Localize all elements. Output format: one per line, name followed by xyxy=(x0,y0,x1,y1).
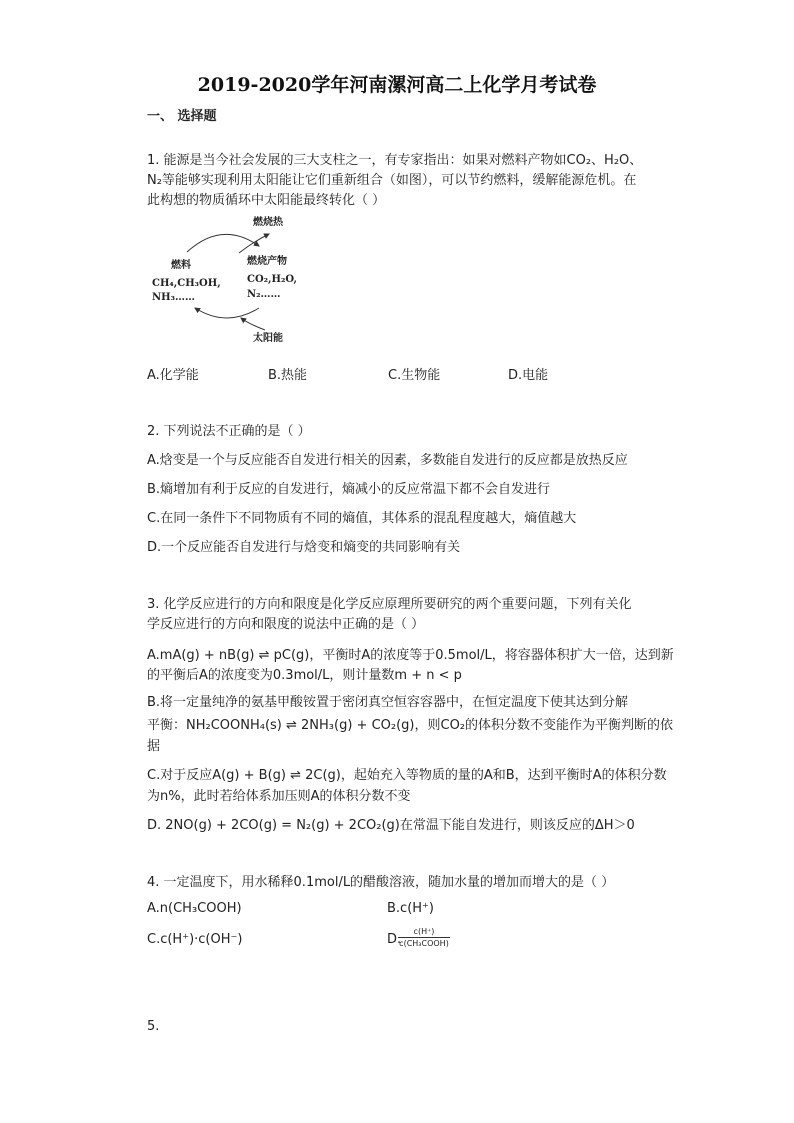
q1-line-2: N₂等能够实现利用太阳能让它们重新组合（如图），可以节约燃料，缓解能源危机。在 xyxy=(147,173,637,188)
q4-option-d-prefix[interactable]: D. xyxy=(387,932,402,947)
question-5-number: 5. xyxy=(147,1019,160,1034)
fuel-label: 燃料 xyxy=(171,260,191,271)
product-formula-2: N₂…… xyxy=(247,289,281,300)
q2-option-a[interactable]: A.焓变是一个与反应能否自发进行相关的因素，多数能自发进行的反应都是放热反应 xyxy=(147,453,628,468)
section-heading: 一、 选择题 xyxy=(147,109,217,124)
fuel-formula-1: CH₄,CH₃OH, xyxy=(152,278,221,289)
q2-option-d[interactable]: D.一个反应能否自发进行与焓变和熵变的共同影响有关 xyxy=(147,540,461,555)
q3-option-b-line-3[interactable]: 据 xyxy=(147,739,161,754)
q3-line-2: 学反应进行的方向和限度的说法中正确的是（ ） xyxy=(147,617,425,632)
q4-stem: 4. 一定温度下，用水稀释0.1mol/L的醋酸溶液，随加水量的增加而增大的是（ ） xyxy=(147,875,615,890)
fraction-numerator: c(H⁺) xyxy=(398,927,450,938)
q1-option-d[interactable]: D.电能 xyxy=(508,368,549,383)
q3-line-1: 3. 化学反应进行的方向和限度是化学反应原理所要研究的两个重要问题，下列有关化 xyxy=(147,597,632,612)
q2-option-c[interactable]: C.在同一条件下不同物质有不同的熵值，其体系的混乱程度越大，熵值越大 xyxy=(147,511,577,526)
q1-option-c[interactable]: C.生物能 xyxy=(388,368,441,383)
forward-arrow xyxy=(187,234,259,252)
q3-option-d[interactable]: D. 2NO(g) + 2CO(g) = N₂(g) + 2CO₂(g)在常温下能自发进行，则该反应的ΔH＞0 xyxy=(147,818,635,833)
q1-line-1: 1. 能源是当今社会发展的三大支柱之一，有专家指出：如果对燃料产物如CO₂、H₂O、 xyxy=(147,153,643,168)
q3-option-a-line-1[interactable]: A.mA(g) + nB(g) ⇌ pC(g)，平衡时A的浓度等于0.5mol/L，将容器体积扩大一倍，达到新 xyxy=(147,648,674,663)
q2-option-b[interactable]: B.熵增加有利于反应的自发进行，熵减小的反应常温下都不会自发进行 xyxy=(147,482,551,497)
solar-arrow xyxy=(241,318,265,330)
fuel-formula-2: NH₃…… xyxy=(152,292,195,303)
q3-option-c-line-2[interactable]: 为n%，此时若给体系加压则A的体积分数不变 xyxy=(147,789,411,804)
heat-arrow xyxy=(239,234,269,253)
q1-line-3: 此构想的物质循环中太阳能最终转化（ ） xyxy=(147,193,386,208)
q4-option-a[interactable]: A.n(CH₃COOH) xyxy=(147,901,242,916)
energy-cycle-diagram xyxy=(147,208,307,350)
q3-option-b-line-2[interactable]: 平衡：NH₂COONH₄(s) ⇌ 2NH₃(g) + CO₂(g)，则CO₂的体积分数不变能作为平衡判断的依 xyxy=(147,718,674,733)
q4-option-b[interactable]: B.c(H⁺) xyxy=(387,901,434,916)
backward-arrow xyxy=(195,308,259,318)
combustion-product-label: 燃烧产物 xyxy=(247,256,287,267)
q3-option-b-line-1[interactable]: B.将一定量纯净的氨基甲酸铵置于密闭真空恒容容器中，在恒定温度下使其达到分解 xyxy=(147,695,629,710)
q4-option-d-fraction[interactable] xyxy=(398,927,450,948)
fraction-denominator: c(CH₃COOH) xyxy=(399,939,449,948)
combustion-heat-label: 燃烧热 xyxy=(253,217,283,228)
q4-option-c[interactable]: C.c(H⁺)·c(OH⁻) xyxy=(147,932,243,947)
q3-option-c-line-1[interactable]: C.对于反应A(g) + B(g) ⇌ 2C(g)，起始充入等物质的量的A和B，达到平衡时A的体积分数 xyxy=(147,768,667,783)
q1-option-a[interactable]: A.化学能 xyxy=(147,368,199,383)
q2-stem: 2. 下列说法不正确的是（ ） xyxy=(147,424,311,439)
page-title: 2019-2020学年河南漯河高二上化学月考试卷 xyxy=(197,74,597,96)
q1-option-b[interactable]: B.热能 xyxy=(268,368,308,383)
solar-energy-label: 太阳能 xyxy=(253,333,283,344)
product-formula-1: CO₂,H₂O, xyxy=(247,274,297,285)
q3-option-a-line-2[interactable]: 的平衡后A的浓度变为0.3mol/L，则计量数m + n < p xyxy=(147,668,462,683)
